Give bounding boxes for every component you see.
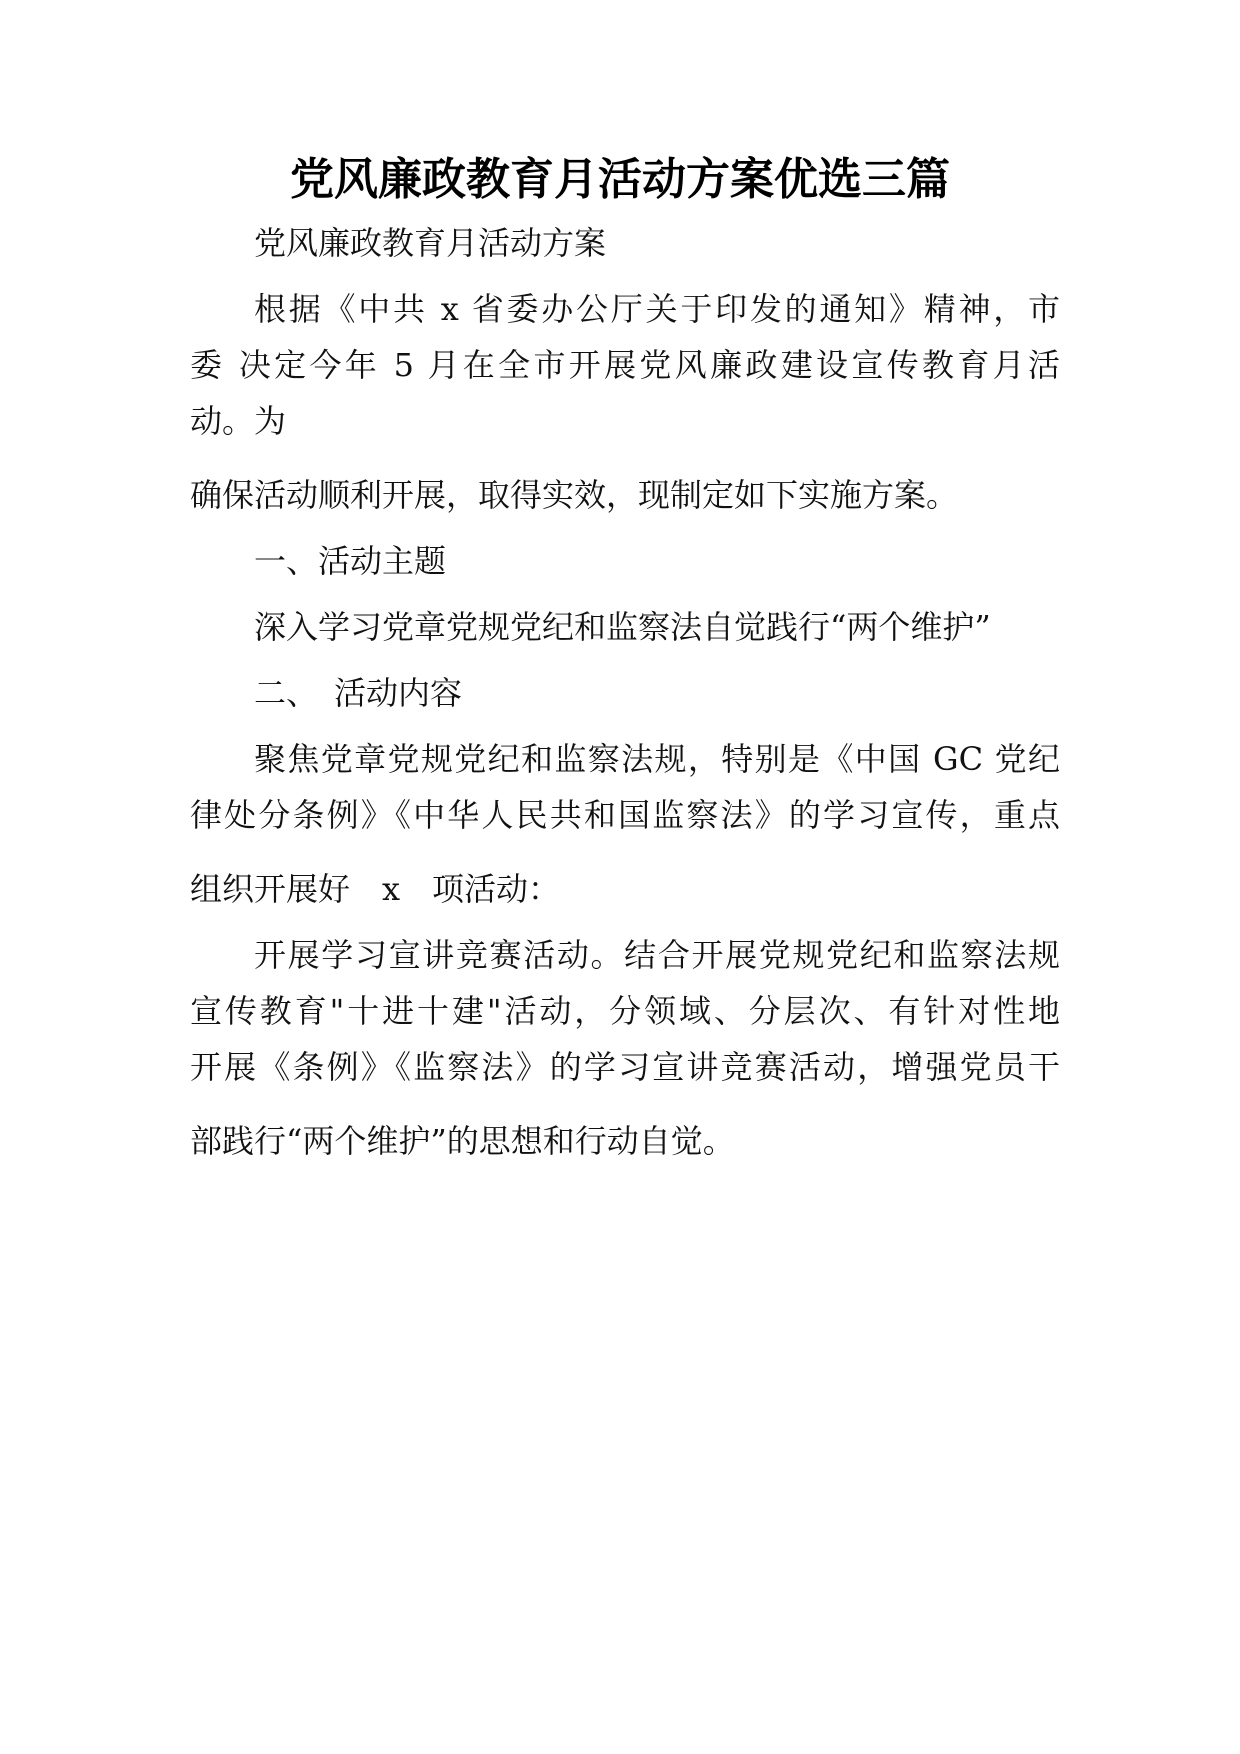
text-line: 二、 活动内容 — [254, 674, 463, 712]
document-title: 党风廉政教育月活动方案优选三篇 — [290, 154, 950, 205]
paragraph-activity-continued — [190, 1113, 1060, 1169]
text-line: 确保活动顺利开展，取得实效，现制定如下实施方案。 — [190, 476, 959, 514]
section-heading-2 — [190, 665, 1060, 721]
paragraph-activity-lines — [190, 983, 1060, 1095]
paragraph-content — [190, 731, 1060, 787]
text-line: 开展学习宣讲竞赛活动。结合开展党规党纪和监察法规 — [254, 936, 1060, 974]
text-line: 组织开展好 x 项活动： — [190, 870, 561, 908]
paragraph-activity — [190, 927, 1060, 983]
paragraph-content-continued — [190, 861, 1060, 917]
text-line: 聚焦党章党规党纪和监察法规，特别是《中国 GC 党纪 — [254, 740, 1060, 778]
text-line: 开展《条例》《监察法》的学习宣讲竞赛活动，增强党员干 — [190, 1048, 1060, 1086]
section-heading-1 — [190, 533, 1060, 589]
text-line: 一、活动主题 — [254, 542, 447, 580]
paragraph-subtitle — [190, 215, 1060, 271]
paragraph-intro-lines — [190, 337, 1060, 449]
paragraph-intro-continued — [190, 467, 1060, 523]
text-line: 党风廉政教育月活动方案 — [254, 224, 607, 262]
text-line: 动。为 — [190, 402, 287, 440]
paragraph-theme — [190, 599, 1060, 655]
text-line: 部践行“两个维护”的思想和行动自觉。 — [190, 1122, 735, 1160]
text-line: 律处分条例》《中华人民共和国监察法》的学习宣传，重点 — [190, 796, 1060, 834]
text-line: 深入学习党章党规党纪和监察法自觉践行“两个维护” — [254, 608, 991, 646]
text-line: 委 决定今年 5 月在全市开展党风廉政建设宣传教育月活 — [190, 346, 1060, 384]
document-body — [190, 215, 1060, 1179]
text-line: 宣传教育"十进十建"活动，分领域、分层次、有针对性地 — [190, 992, 1060, 1030]
paragraph-content-lines — [190, 787, 1060, 843]
paragraph-intro — [190, 281, 1060, 337]
text-line: 根据《中共 x 省委办公厅关于印发的通知》精神，市 — [254, 290, 1060, 328]
